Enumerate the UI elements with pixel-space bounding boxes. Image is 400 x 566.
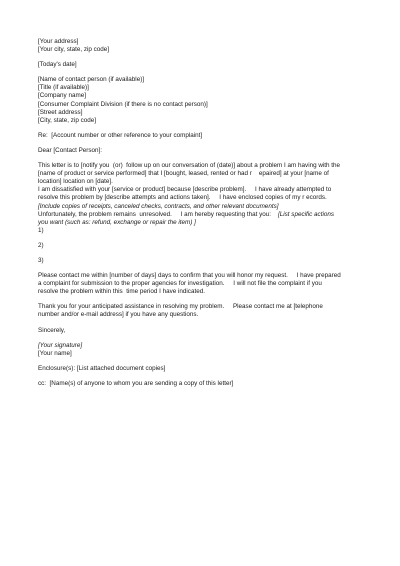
body-line: number and/or e-mail address] if you have any questions.: [38, 311, 199, 319]
request-actions-text: [List specific actions: [278, 210, 334, 218]
recipient-contact-name: [Name of contact person (if available)]: [38, 76, 145, 84]
body-line: This letter is to [notify you (or) follow up on our conversation of (date)] about a problem I am having with the: [38, 162, 341, 170]
body-paragraph-2: [38, 272, 368, 296]
request-text: Unfortunately, the problem remains unresolved. I am hereby requesting that you:: [38, 210, 278, 218]
body-line-italic: [Include copies of receipts, canceled checks, contracts, and other relevant documents]: [38, 202, 279, 210]
body-line: resolve this problem by [describe attempts and actions taken]. I have enclosed copies of my r ecords.: [38, 194, 327, 202]
signature-block: [38, 342, 368, 358]
re-line: Re: [Account number or other reference to your complaint]: [38, 131, 203, 139]
sender-address: [Your address]: [38, 38, 79, 45]
numbered-list: [38, 227, 368, 265]
list-item: 1): [38, 226, 44, 234]
sender-address-block: [38, 38, 368, 54]
body-line: Thank you for your anticipated assistance in resolving my problem. Please contact me at [telephone: [38, 303, 323, 311]
closing: Sincerely,: [38, 326, 66, 334]
salutation: Dear [Contact Person]:: [38, 146, 103, 154]
body-line: location] location on [date].: [38, 178, 113, 186]
recipient-title: [Title (if available)]: [38, 84, 89, 92]
sender-city-state-zip: [Your city, state, zip code]: [38, 46, 110, 54]
body-line: a complaint for submission to the proper agencies for investigation. I will not file the complaint if you: [38, 280, 322, 288]
recipient-city-state-zip: [City, state, zip code]: [38, 116, 96, 124]
letter-date: [Today's date]: [38, 61, 77, 69]
recipient-street: [Street address]: [38, 108, 83, 116]
list-item: 2): [38, 241, 44, 249]
signature: [Your signature]: [38, 341, 83, 349]
cc-line: cc: [Name(s) of anyone to whom you are sending a copy of this letter]: [38, 379, 234, 387]
body-paragraph-1: [38, 162, 368, 227]
request-line: [38, 211, 368, 219]
recipient-address-block: [38, 76, 368, 125]
enclosures: Enclosure(s): [List attached document copies]: [38, 364, 166, 372]
list-item: 3): [38, 256, 44, 264]
body-line: [name of product or service performed] that I [bought, leased, rented or had r epaired] at your [name of: [38, 170, 329, 178]
signer-name: [Your name]: [38, 349, 72, 357]
letter-page: [38, 38, 368, 388]
request-actions-text-continued: you want (such as: refund, exchange or repair the item) ]: [38, 218, 196, 226]
body-line: I am dissatisfied with your [service or product] because [describe problem]. I have already attempted to: [38, 186, 332, 194]
body-paragraph-3: [38, 303, 368, 319]
recipient-company: [Company name]: [38, 92, 86, 100]
recipient-division: [Consumer Complaint Division (if there is no contact person)]: [38, 100, 208, 108]
body-line: Please contact me within [number of days] days to confirm that you will honor my request. I have prepared: [38, 272, 341, 280]
body-line: resolve the problem within this time period I have indicated.: [38, 288, 205, 296]
